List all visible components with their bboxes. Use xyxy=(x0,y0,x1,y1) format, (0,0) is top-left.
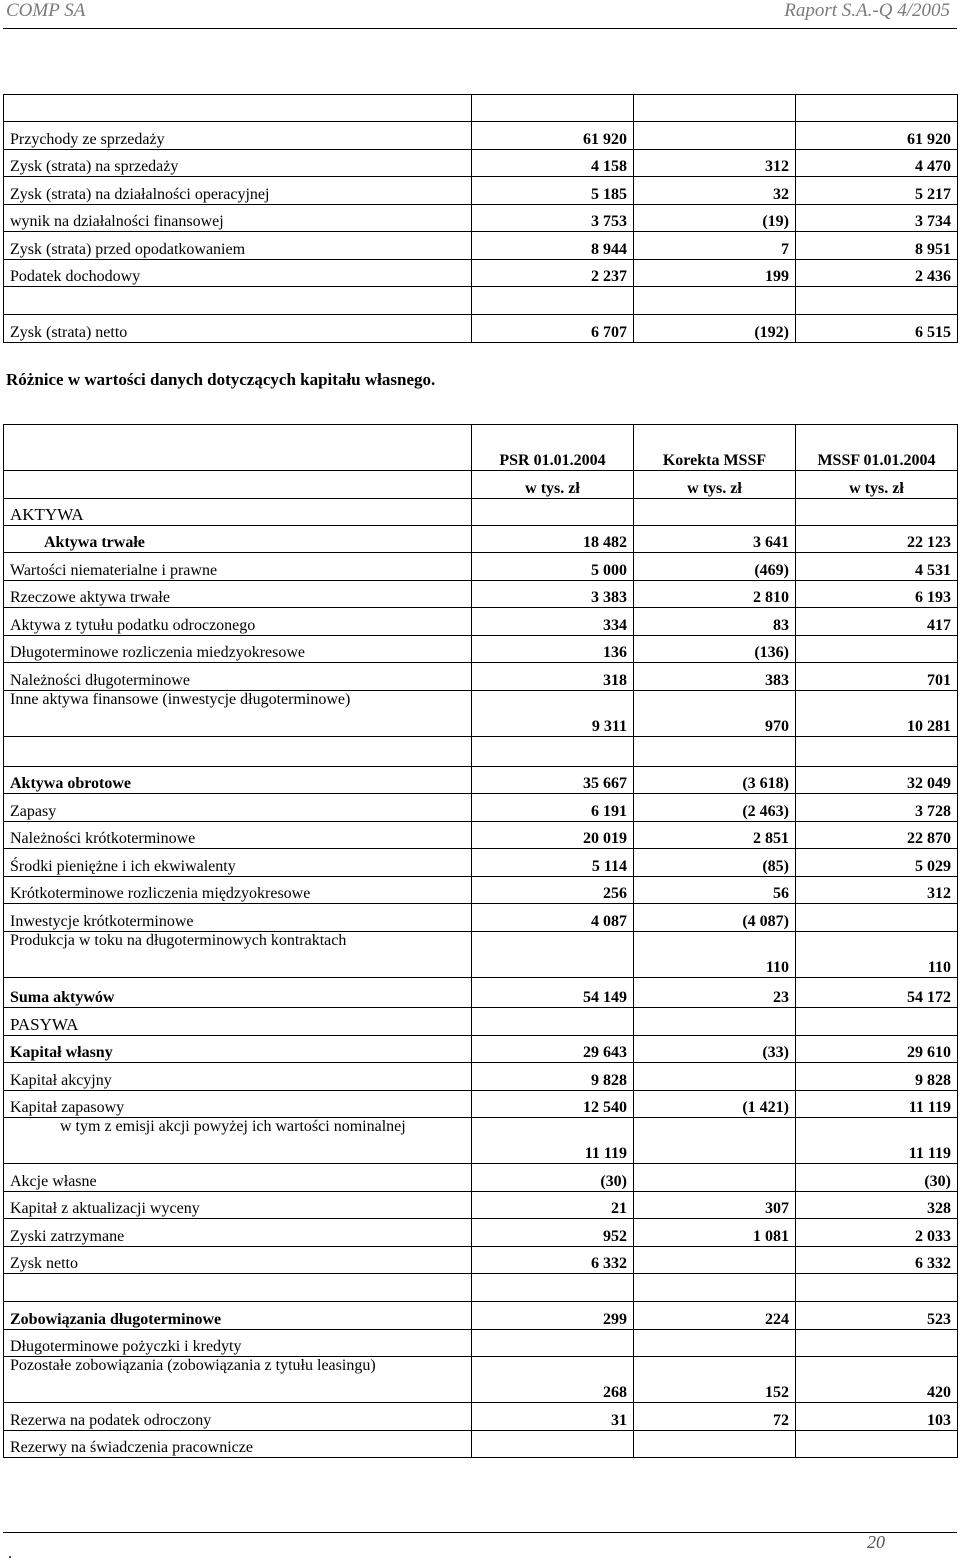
table-row xyxy=(4,259,958,287)
table-row xyxy=(4,904,958,932)
cell-value: 54 172 xyxy=(796,977,958,1007)
cell-value: 701 xyxy=(796,663,958,691)
table-row xyxy=(4,876,958,904)
page-header xyxy=(0,0,960,22)
cell-value xyxy=(634,1274,796,1302)
page-number: 20 xyxy=(867,1532,885,1552)
row-label: Rezerwa na podatek odroczony xyxy=(4,1403,472,1431)
row-label: Produkcja w toku na długoterminowych kontraktach xyxy=(4,931,472,977)
cell-value: 8 944 xyxy=(472,232,634,260)
cell-value: (19) xyxy=(634,204,796,232)
row-label: Należności krótkoterminowe xyxy=(4,821,472,849)
header-report: Raport S.A.-Q 4/2005 xyxy=(784,0,950,21)
row-label: Zysk (strata) netto xyxy=(4,315,472,343)
cell-value: 3 383 xyxy=(472,580,634,608)
row-label xyxy=(4,736,472,766)
cell-value: 61 920 xyxy=(472,122,634,150)
cell-value: 312 xyxy=(796,876,958,904)
row-label: Akcje własne xyxy=(4,1164,472,1192)
cell-value xyxy=(634,287,796,315)
row-label: Zysk (strata) przed opodatkowaniem xyxy=(4,232,472,260)
table-row xyxy=(4,1430,958,1458)
cell-value: 312 xyxy=(634,149,796,177)
cell-value xyxy=(796,287,958,315)
row-label: Należności długoterminowe xyxy=(4,663,472,691)
row-label xyxy=(4,287,472,315)
cell-value: 307 xyxy=(634,1191,796,1219)
unit-label: w tys. zł xyxy=(472,471,634,499)
cell-value xyxy=(796,736,958,766)
cell-value: 224 xyxy=(634,1302,796,1330)
cell-value xyxy=(634,122,796,150)
row-label: w tym z emisji akcji powyżej ich wartości nominalnej xyxy=(4,1118,472,1164)
cell-value: 110 xyxy=(796,931,958,977)
cell-value: 328 xyxy=(796,1191,958,1219)
cell-value: 5 029 xyxy=(796,849,958,877)
row-label xyxy=(4,1274,472,1302)
cell-value: 523 xyxy=(796,1302,958,1330)
cell-value: 56 xyxy=(634,876,796,904)
cell-value: 2 033 xyxy=(796,1219,958,1247)
cell-value: 35 667 xyxy=(472,766,634,794)
cell-value: (192) xyxy=(634,315,796,343)
cell-value: 3 641 xyxy=(634,526,796,553)
row-label: wynik na działalności finansowej xyxy=(4,204,472,232)
section-row xyxy=(4,499,958,526)
cell-value xyxy=(472,287,634,315)
cell-value: 334 xyxy=(472,608,634,636)
cell-value: (4 087) xyxy=(634,904,796,932)
cell-value xyxy=(796,904,958,932)
cell-value: 417 xyxy=(796,608,958,636)
col-korekta: Korekta MSSF xyxy=(634,425,796,471)
table-row xyxy=(4,977,958,1007)
table-row xyxy=(4,1090,958,1118)
cell-value xyxy=(634,1430,796,1458)
row-label: Zysk (strata) na działalności operacyjnej xyxy=(4,177,472,205)
cell-value: 29 610 xyxy=(796,1035,958,1063)
cell-value: 5 217 xyxy=(796,177,958,205)
pasywa-label: PASYWA xyxy=(4,1007,472,1035)
cell-value: 6 707 xyxy=(472,315,634,343)
table-row xyxy=(4,122,958,150)
column-header-row xyxy=(4,425,958,471)
cell-value: 11 119 xyxy=(796,1118,958,1164)
cell-value: (2 463) xyxy=(634,794,796,822)
cell-value: 32 049 xyxy=(796,766,958,794)
cell-value: 61 920 xyxy=(796,122,958,150)
cell-value xyxy=(472,931,634,977)
row-label: Długoterminowe pożyczki i kredyty xyxy=(4,1329,472,1357)
cell-value: 1 081 xyxy=(634,1219,796,1247)
cell-value: 9 311 xyxy=(472,690,634,736)
unit-label: w tys. zł xyxy=(634,471,796,499)
table-row xyxy=(4,1219,958,1247)
cell-value: 3 734 xyxy=(796,204,958,232)
table-row xyxy=(4,736,958,766)
cell-value: 2 810 xyxy=(634,580,796,608)
cell-value: 29 643 xyxy=(472,1035,634,1063)
col-psr: PSR 01.01.2004 xyxy=(472,425,634,471)
cell-value: 4 531 xyxy=(796,553,958,581)
cell-value: 5 185 xyxy=(472,177,634,205)
table-row xyxy=(4,931,958,977)
header-rule xyxy=(3,28,957,29)
table-row xyxy=(4,608,958,636)
cell-value: 420 xyxy=(796,1357,958,1403)
table-row xyxy=(4,287,958,315)
cell-value: 152 xyxy=(634,1357,796,1403)
table-row xyxy=(4,177,958,205)
cell-value: 952 xyxy=(472,1219,634,1247)
cell-value: 970 xyxy=(634,690,796,736)
cell-value: (85) xyxy=(634,849,796,877)
table-row xyxy=(4,553,958,581)
cell-value xyxy=(796,1430,958,1458)
cell-value xyxy=(634,1329,796,1357)
table-row xyxy=(4,821,958,849)
cell-value: 5 000 xyxy=(472,553,634,581)
table-row xyxy=(4,690,958,736)
row-label: Kapitał z aktualizacji wyceny xyxy=(4,1191,472,1219)
cell-value xyxy=(472,736,634,766)
cell-value: 3 753 xyxy=(472,204,634,232)
table-row xyxy=(4,1302,958,1330)
table-row xyxy=(4,1035,958,1063)
cell-value xyxy=(796,1329,958,1357)
cell-value: (469) xyxy=(634,553,796,581)
cell-value: 6 332 xyxy=(796,1246,958,1274)
cell-value: 6 193 xyxy=(796,580,958,608)
cell-value: (33) xyxy=(634,1035,796,1063)
cell-value: 4 158 xyxy=(472,149,634,177)
footer-dot: . xyxy=(8,1545,12,1562)
cell-value: 9 828 xyxy=(472,1063,634,1091)
cell-value: 2 851 xyxy=(634,821,796,849)
cell-value: 110 xyxy=(634,931,796,977)
header-company: COMP SA xyxy=(6,0,86,21)
equity-table xyxy=(3,424,958,1458)
aktywa-label: AKTYWA xyxy=(4,499,472,526)
cell-value: 7 xyxy=(634,232,796,260)
cell-value: 103 xyxy=(796,1403,958,1431)
row-label: Aktywa z tytułu podatku odroczonego xyxy=(4,608,472,636)
cell-value: 318 xyxy=(472,663,634,691)
row-label: Rezerwy na świadczenia pracownicze xyxy=(4,1430,472,1458)
table-row xyxy=(4,663,958,691)
row-label: Krótkoterminowe rozliczenia międzyokresowe xyxy=(4,876,472,904)
row-label: Zobowiązania długoterminowe xyxy=(4,1302,472,1330)
table-row xyxy=(4,635,958,663)
unit-row xyxy=(4,471,958,499)
cell-value xyxy=(472,1430,634,1458)
row-label: Podatek dochodowy xyxy=(4,259,472,287)
cell-value xyxy=(634,1246,796,1274)
cell-value: 9 828 xyxy=(796,1063,958,1091)
row-label: Kapitał akcyjny xyxy=(4,1063,472,1091)
cell-value: 3 728 xyxy=(796,794,958,822)
cell-value: (1 421) xyxy=(634,1090,796,1118)
row-label: Wartości niematerialne i prawne xyxy=(4,553,472,581)
cell-value xyxy=(634,1164,796,1192)
cell-value: 11 119 xyxy=(796,1090,958,1118)
row-label: Zyski zatrzymane xyxy=(4,1219,472,1247)
row-label: Zysk netto xyxy=(4,1246,472,1274)
cell-value: 136 xyxy=(472,635,634,663)
table-row xyxy=(4,1274,958,1302)
table-row xyxy=(4,526,958,553)
cell-value: 32 xyxy=(634,177,796,205)
table-row xyxy=(4,315,958,343)
cell-value: 383 xyxy=(634,663,796,691)
row-label: Zapasy xyxy=(4,794,472,822)
cell-value: (136) xyxy=(634,635,796,663)
cell-value: 11 119 xyxy=(472,1118,634,1164)
table-row xyxy=(4,1246,958,1274)
cell-value: 6 515 xyxy=(796,315,958,343)
row-label: Inne aktywa finansowe (inwestycje długoterminowe) xyxy=(4,690,472,736)
cell-value: 18 482 xyxy=(472,526,634,553)
cell-value: 20 019 xyxy=(472,821,634,849)
cell-value xyxy=(472,1329,634,1357)
cell-value xyxy=(634,1118,796,1164)
cell-value: 21 xyxy=(472,1191,634,1219)
cell-value: 4 087 xyxy=(472,904,634,932)
cell-value: 8 951 xyxy=(796,232,958,260)
cell-value: 6 191 xyxy=(472,794,634,822)
row-label: Suma aktywów xyxy=(4,977,472,1007)
cell-value: (3 618) xyxy=(634,766,796,794)
table-row xyxy=(4,580,958,608)
table-row xyxy=(4,794,958,822)
cell-value: 2 237 xyxy=(472,259,634,287)
table-row xyxy=(4,149,958,177)
table-row xyxy=(4,766,958,794)
footer-rule xyxy=(3,1532,957,1533)
cell-value: 22 870 xyxy=(796,821,958,849)
cell-value: 199 xyxy=(634,259,796,287)
cell-value: 72 xyxy=(634,1403,796,1431)
table-row xyxy=(4,232,958,260)
cell-value xyxy=(796,635,958,663)
table-row xyxy=(4,1329,958,1357)
row-label: Zysk (strata) na sprzedaży xyxy=(4,149,472,177)
table-row xyxy=(4,204,958,232)
table-row xyxy=(4,1164,958,1192)
row-label: Rzeczowe aktywa trwałe xyxy=(4,580,472,608)
row-label: Długoterminowe rozliczenia miedzyokresowe xyxy=(4,635,472,663)
section-row xyxy=(4,1007,958,1035)
cell-value: 54 149 xyxy=(472,977,634,1007)
cell-value: 2 436 xyxy=(796,259,958,287)
cell-value: 4 470 xyxy=(796,149,958,177)
cell-value: (30) xyxy=(472,1164,634,1192)
row-label: Kapitał zapasowy xyxy=(4,1090,472,1118)
cell-value: (30) xyxy=(796,1164,958,1192)
cell-value xyxy=(634,1063,796,1091)
table-row xyxy=(4,1357,958,1403)
cell-value: 6 332 xyxy=(472,1246,634,1274)
cell-value: 22 123 xyxy=(796,526,958,553)
cell-value: 299 xyxy=(472,1302,634,1330)
table-row xyxy=(4,1118,958,1164)
row-label: Aktywa trwałe xyxy=(4,526,472,553)
cell-value xyxy=(796,1274,958,1302)
section-note: Różnice w wartości danych dotyczących kapitału własnego. xyxy=(6,370,436,389)
cell-value xyxy=(472,1274,634,1302)
table-row xyxy=(4,95,958,122)
table-row xyxy=(4,849,958,877)
cell-value: 12 540 xyxy=(472,1090,634,1118)
income-table xyxy=(3,94,958,343)
cell-value: 5 114 xyxy=(472,849,634,877)
table-row xyxy=(4,1063,958,1091)
cell-value: 256 xyxy=(472,876,634,904)
unit-label: w tys. zł xyxy=(796,471,958,499)
row-label: Kapitał własny xyxy=(4,1035,472,1063)
cell-value xyxy=(634,736,796,766)
row-label: Inwestycje krótkoterminowe xyxy=(4,904,472,932)
cell-value: 10 281 xyxy=(796,690,958,736)
row-label: Aktywa obrotowe xyxy=(4,766,472,794)
cell-value: 83 xyxy=(634,608,796,636)
row-label: Przychody ze sprzedaży xyxy=(4,122,472,150)
table-row xyxy=(4,1403,958,1431)
cell-value: 31 xyxy=(472,1403,634,1431)
cell-value: 23 xyxy=(634,977,796,1007)
row-label: Środki pieniężne i ich ekwiwalenty xyxy=(4,849,472,877)
row-label: Pozostałe zobowiązania (zobowiązania z tytułu leasingu) xyxy=(4,1357,472,1403)
col-mssf: MSSF 01.01.2004 xyxy=(796,425,958,471)
table-row xyxy=(4,1191,958,1219)
cell-value: 268 xyxy=(472,1357,634,1403)
